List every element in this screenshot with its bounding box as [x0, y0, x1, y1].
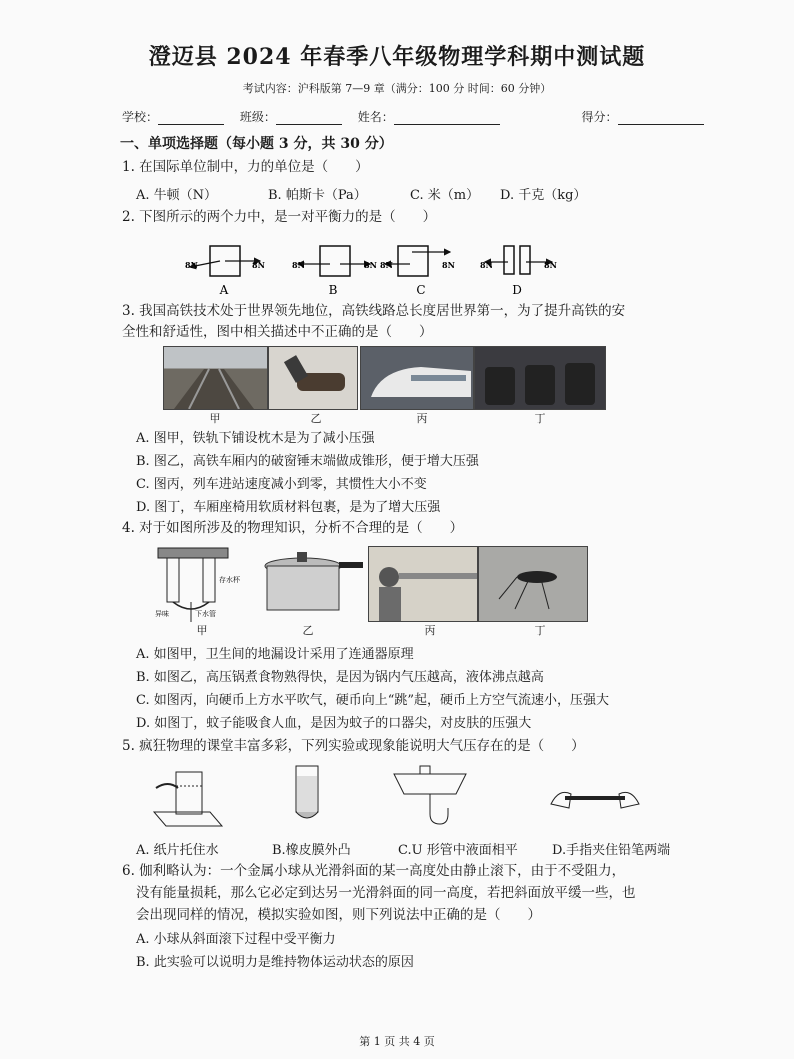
name-blank[interactable]: [394, 112, 500, 125]
label-drain-pipe: 下水管: [195, 610, 216, 618]
q4-caption-bing: 丙: [424, 624, 436, 637]
name-label: 姓名：: [357, 110, 394, 124]
q3-caption-jia: 甲: [209, 412, 221, 425]
q5-option-a: A. 纸片托住水: [136, 843, 219, 858]
q4-option-c: C. 如图丙，向硬币上方水平吹气，硬币向上“跳”起，硬币上方空气流速小，压强大: [136, 693, 610, 708]
q1-option-b: B. 帕斯卡（Pa）: [268, 188, 367, 203]
force-label: 8N: [185, 260, 198, 270]
q5-figure-rubber-membrane: [282, 764, 332, 826]
school-blank[interactable]: [158, 112, 224, 125]
force-label: 8N: [480, 260, 493, 270]
q1-option-c: C. 米（m）: [410, 188, 480, 203]
q5-figure-paper-water: [150, 766, 226, 828]
q3-option-c: C. 图丙，列车进站速度减小到零，其惯性大小不变: [136, 477, 427, 492]
q3-photo-train: [360, 346, 474, 410]
force-label: 8N: [380, 260, 393, 270]
q6-option-b: B. 此实验可以说明力是维持物体运动状态的原因: [136, 955, 414, 970]
q4-figure-pressure-cooker: [255, 544, 365, 622]
q4-option-d: D. 如图丁，蚊子能吸食人血，是因为蚊子的口器尖，对皮肤的压强大: [136, 716, 532, 731]
q5-figure-pencil-fingers: [545, 774, 645, 824]
class-label: 班级：: [239, 110, 276, 124]
q4-stem: 4. 对于如图所涉及的物理知识，分析不合理的是（ ）: [122, 520, 464, 536]
q4-option-a: A. 如图甲，卫生间的地漏设计采用了连通器原理: [136, 647, 414, 662]
score-label: 得分：: [581, 110, 618, 124]
q5-option-c: C.U 形管中液面相平: [398, 843, 518, 858]
q4-caption-yi: 乙: [302, 624, 314, 637]
q3-option-a: A. 图甲，铁轨下铺设枕木是为了减小压强: [136, 431, 375, 446]
force-label: 8N: [252, 260, 265, 270]
q5-figure-u-tube-sink: [390, 764, 470, 832]
q2-label-d: D: [512, 283, 522, 297]
q3-photo-hammer: [268, 346, 358, 410]
q5-stem: 5. 疯狂物理的课堂丰富多彩，下列实验或现象能说明大气压存在的是（ ）: [122, 738, 585, 754]
q3-caption-yi: 乙: [310, 412, 322, 425]
q3-option-d: D. 图丁，车厢座椅用软质材料包裹，是为了增大压强: [136, 500, 441, 515]
q6-stem-line2: 没有能量损耗，那么它必定到达另一光滑斜面的同一高度，若把斜面放平缓一些，也: [136, 885, 636, 901]
q2-label-a: A: [219, 283, 229, 297]
q3-photo-railway: [163, 346, 268, 410]
student-info-fields: [122, 108, 716, 125]
school-label: 学校：: [122, 110, 159, 124]
page-title: 澄迈县 2024 年春季八年级物理学科期中测试题: [148, 44, 646, 70]
q1-option-d: D. 千克（kg）: [500, 188, 587, 203]
q1-stem: 1. 在国际单位制中，力的单位是（ ）: [122, 159, 369, 175]
section-heading: 一、单项选择题（每小题 3 分，共 30 分）: [120, 136, 393, 152]
q3-photo-seats: [474, 346, 606, 410]
q2-diagram-d: [480, 246, 557, 274]
q3-stem-line1: 3. 我国高铁技术处于世界领先地位，高铁线路总长度居世界第一，为了提升高铁的安: [122, 303, 626, 319]
q4-caption-jia: 甲: [196, 624, 208, 637]
force-label: 8N: [364, 260, 377, 270]
q2-diagram-c: [380, 246, 455, 276]
q6-stem-line1: 6. 伽利略认为：一个金属小球从光滑斜面的某一高度处由静止滚下，由于不受阻力，: [122, 863, 626, 879]
q6-stem-line3: 会出现同样的情况，模拟实验如图，则下列说法中正确的是（ ）: [136, 907, 541, 923]
force-label: 8N: [442, 260, 455, 270]
q4-figure-mosquito: [478, 546, 588, 622]
q2-stem: 2. 下图所示的两个力中，是一对平衡力的是（ ）: [122, 209, 437, 225]
q5-option-d: D.手指夹住铅笔两端: [552, 843, 671, 858]
q4-figure-coin-blowing: [368, 546, 478, 622]
q2-label-b: B: [328, 283, 338, 297]
score-blank[interactable]: [618, 112, 704, 125]
q4-option-b: B. 如图乙，高压锅煮食物熟得快，是因为锅内气压越高，液体沸点越高: [136, 670, 544, 685]
q1-option-a: A. 牛顿（N）: [136, 188, 218, 203]
q3-stem-line2: 全性和舒适性，图中相关描述中不正确的是（ ）: [122, 324, 433, 340]
exam-subtitle: 考试内容：沪科版第 7—9 章（满分：100 分 时间：60 分钟）: [242, 82, 552, 95]
q2-diagram-b: [292, 246, 377, 276]
q2-label-c: C: [416, 283, 426, 297]
q3-option-b: B. 图乙，高铁车厢内的破窗锤末端做成锥形，便于增大压强: [136, 454, 479, 469]
q2-diagram-a: [185, 246, 265, 276]
page-footer: 第 1 页 共 4 页: [359, 1035, 435, 1048]
q2-force-diagrams: [180, 238, 580, 298]
force-label: 8N: [292, 260, 305, 270]
label-odor: 异味: [155, 610, 169, 618]
force-label: 8N: [544, 260, 557, 270]
label-water-cup: 存水杯: [219, 576, 240, 584]
q6-option-a: A. 小球从斜面滚下过程中受平衡力: [136, 932, 336, 947]
q3-caption-bing: 丙: [416, 412, 428, 425]
q3-caption-ding: 丁: [534, 412, 546, 425]
class-blank[interactable]: [276, 112, 342, 125]
q5-option-b: B.橡皮膜外凸: [272, 843, 351, 858]
q4-caption-ding: 丁: [534, 624, 546, 637]
q4-figure-drain: [153, 544, 253, 622]
